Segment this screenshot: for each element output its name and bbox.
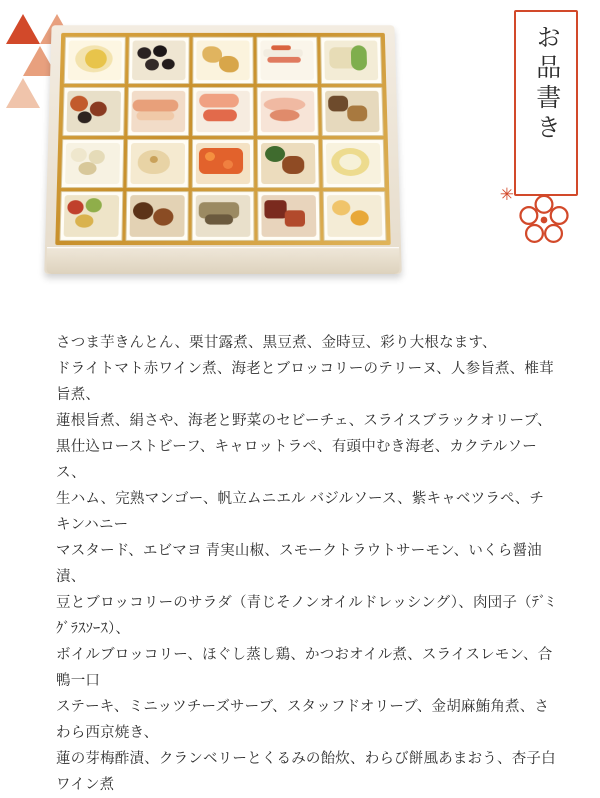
bento-cell bbox=[192, 37, 253, 85]
bento-cell bbox=[125, 191, 188, 241]
bento-cell bbox=[323, 191, 387, 241]
bento-cell bbox=[62, 87, 125, 135]
description-line: 黒仕込ローストビーフ、キャロットラペ、有頭中むき海老、カクテルソース、 bbox=[56, 439, 537, 481]
page-title: お品書き bbox=[532, 24, 560, 144]
bento-cell bbox=[128, 37, 190, 85]
title-frame bbox=[514, 10, 578, 196]
hero-section bbox=[0, 0, 600, 300]
decorative-triangle bbox=[6, 78, 40, 108]
bento-cell bbox=[192, 139, 254, 188]
description-line: マスタード、エビマヨ 青実山椒、スモークトラウトサーモン、いくら醤油漬、 bbox=[56, 543, 542, 585]
bento-cell bbox=[320, 37, 382, 85]
bento-cell bbox=[61, 139, 124, 188]
bento-cell bbox=[257, 139, 320, 188]
bento-cell bbox=[192, 191, 255, 241]
bento-cell bbox=[126, 139, 189, 188]
ingredient-description bbox=[56, 330, 556, 798]
description-line: さつま芋きんとん、栗甘露煮、黒豆煮、金時豆、彩り大根なます、 bbox=[56, 335, 497, 351]
bento-gold-rim bbox=[55, 33, 390, 245]
description-line: 蓮根旨煮、絹さや、海老と野菜のセビーチェ、スライスブラックオリーブ、 bbox=[56, 413, 552, 429]
bento-cell bbox=[256, 37, 318, 85]
description-line: ボイルブロッコリー、ほぐし蒸し鶏、かつおオイル煮、スライスレモン、合鴨一口 bbox=[56, 647, 553, 689]
bento-cell bbox=[64, 37, 126, 85]
description-line: 豆とブロッコリーのサラダ（青じそノンオイルドレッシング）、肉団子（ﾃﾞﾐｸﾞﾗｽｿｰｽ）、 bbox=[56, 595, 554, 637]
bento-box-illustration bbox=[48, 22, 398, 284]
bento-box-front-lip bbox=[46, 247, 399, 274]
bento-cell bbox=[322, 139, 385, 188]
bento-cell bbox=[321, 87, 384, 135]
bento-cell bbox=[127, 87, 189, 135]
bento-cell bbox=[192, 87, 254, 135]
bento-cell bbox=[257, 191, 320, 241]
description-line: 生ハム、完熟マンゴー、帆立ムニエル バジルソース、紫キャベツラペ、チキンハニー bbox=[56, 491, 545, 533]
bento-cell bbox=[257, 87, 319, 135]
bento-compartment-grid bbox=[59, 37, 386, 241]
bento-box-body bbox=[44, 25, 402, 274]
description-line: 蓮の芽梅酢漬、クランベリーとくるみの飴炊、わらび餅風あまおう、杏子白ワイン煮 bbox=[56, 751, 556, 793]
sparkle-icon: ✳ bbox=[499, 185, 514, 205]
decorative-triangle bbox=[6, 14, 40, 44]
description-line: ドライトマト赤ワイン煮、海老とブロッコリーのテリーヌ、人参旨煮、椎茸旨煮、 bbox=[56, 361, 554, 403]
bento-cell bbox=[59, 191, 123, 241]
description-line: ステーキ、ミニッツチーズサーブ、スタッフドオリーブ、金胡麻鮪角煮、さわら西京焼き、 bbox=[56, 699, 550, 741]
plum-blossom-icon bbox=[516, 192, 572, 248]
